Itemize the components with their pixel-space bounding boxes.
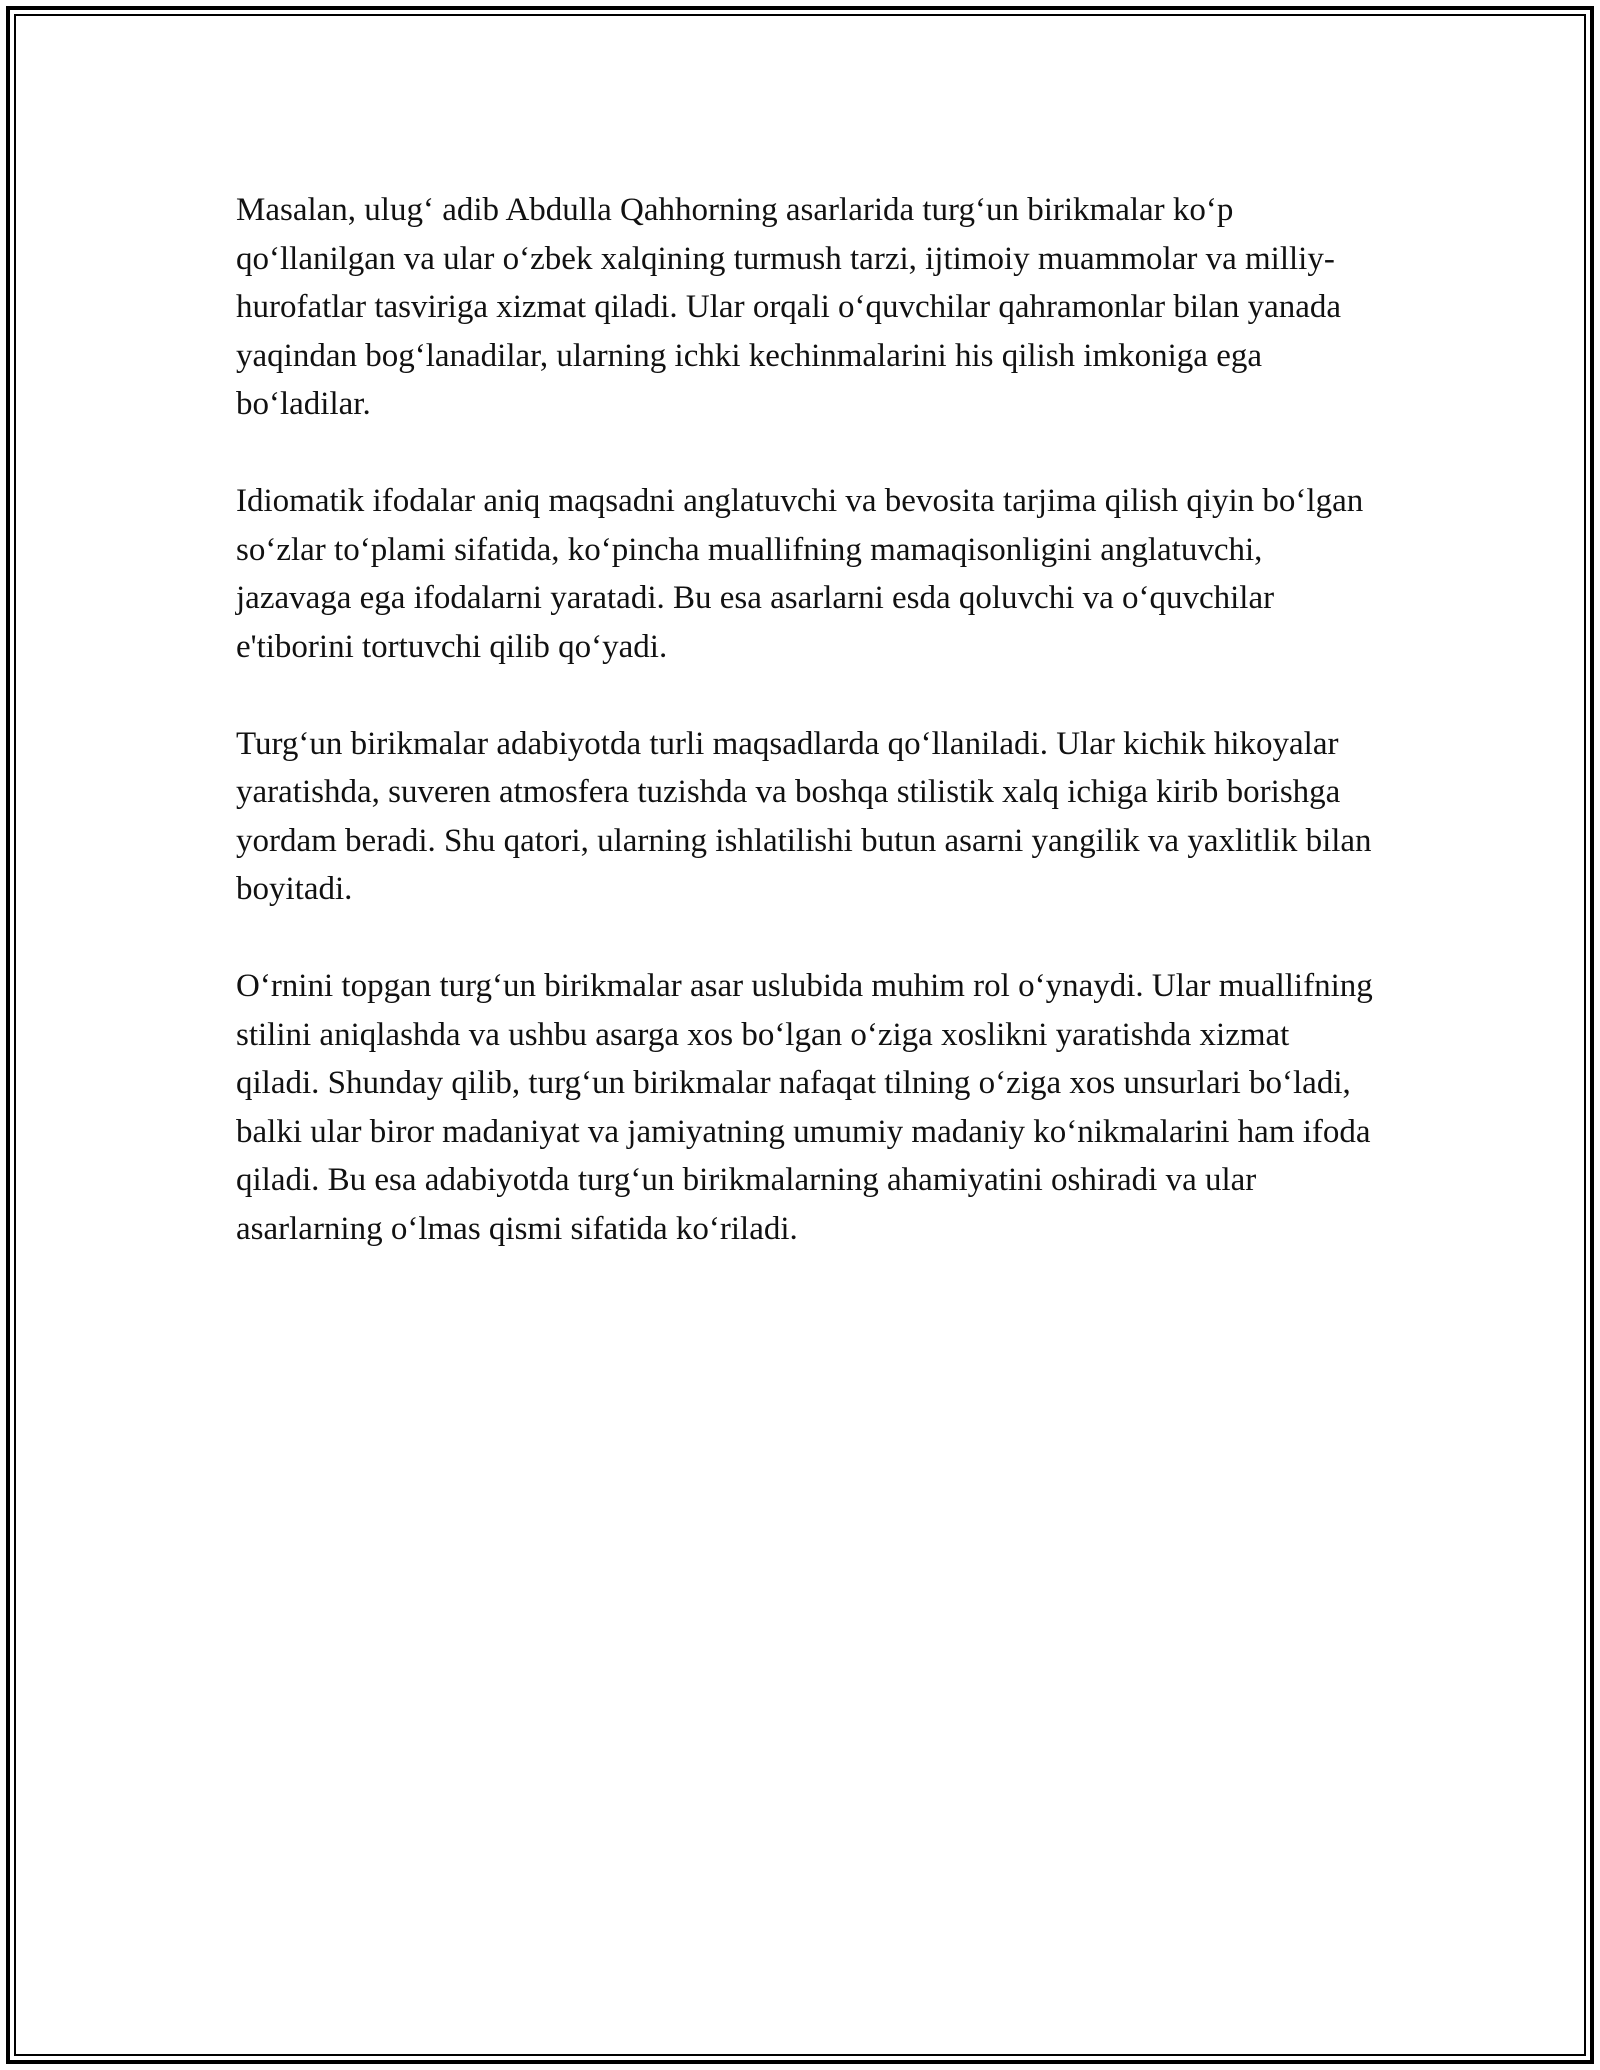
paragraph-3: Turg‘un birikmalar adabiyotda turli maqsadlarda qo‘llaniladi. Ular kichik hikoyalar yaratishda, suveren atmosfera tuzishda va boshqa stilistik xalq ichiga kirib borishga yordam beradi. Shu qatori, ularning ishlatilishi butun asarni yangilik va yaxlitlik bilan boyitadi. [236, 725, 1372, 907]
paragraph-1: Masalan, ulug‘ adib Abdulla Qahhorning asarlarida turg‘un birikmalar ko‘p qo‘llanilgan va ular o‘zbek xalqining turmush tarzi, ijtimoiy muammolar va milliy-hurofatlar tasviriga xizmat qiladi. Ular orqali o‘quvchilar qahramonlar bilan yanada yaqindan bog‘lanadilar, ularning ichki kechinmalarini his qilish imkoniga ega bo‘ladilar. [236, 192, 1342, 422]
document-body [236, 186, 1376, 1302]
paragraph-4: O‘rnini topgan turg‘un birikmalar asar uslubida muhim rol o‘ynaydi. Ular muallifning stilini aniqlashda va ushbu asarga xos bo‘lgan o‘ziga xoslikni yaratishda xizmat qiladi. Shunday qilib, turg‘un birikmalar nafaqat tilning o‘ziga xos unsurlari bo‘ladi, balki ular biror madaniyat va jamiyatning umumiy madaniy ko‘nikmalarini ham ifoda qiladi. Bu esa adabiyotda turg‘un birikmalarning ahamiyatini oshiradi va ular asarlarning o‘lmas qismi sifatida ko‘riladi. [236, 968, 1373, 1247]
paragraph-2: Idiomatik ifodalar aniq maqsadni anglatuvchi va bevosita tarjima qilish qiyin bo‘lgan so‘zlar to‘plami sifatida, ko‘pincha muallifning mamaqisonligini anglatuvchi, jazavaga ega ifodalarni yaratadi. Bu esa asarlarni esda qoluvchi va o‘quvchilar e'tiborini tortuvchi qilib qo‘yadi. [236, 483, 1364, 665]
